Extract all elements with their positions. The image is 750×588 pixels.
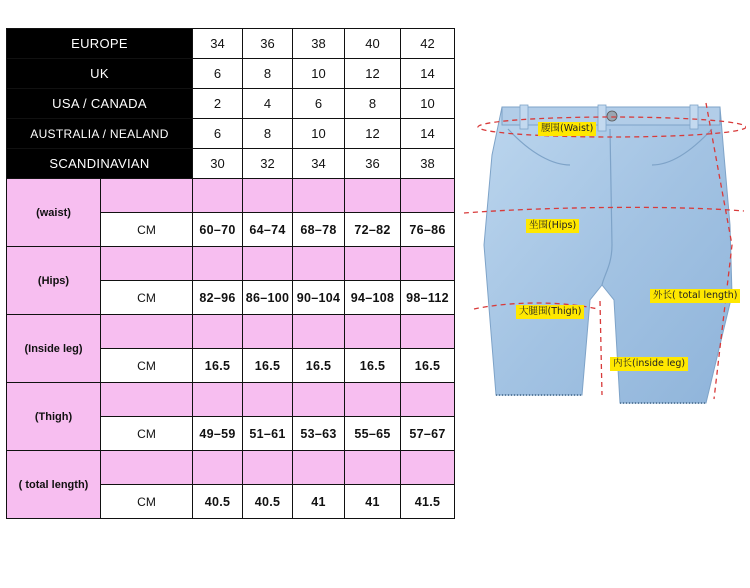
pink-cell (345, 451, 401, 485)
measurement-row-top (7, 315, 455, 349)
pink-cell (101, 247, 193, 281)
pink-cell (401, 179, 455, 213)
pink-cell (293, 383, 345, 417)
size-value: 34 (293, 149, 345, 179)
region-label: AUSTRALIA / NEALAND (7, 119, 193, 149)
pink-cell (401, 451, 455, 485)
unit-label: CM (101, 417, 193, 451)
size-value: 42 (401, 29, 455, 59)
size-value: 30 (193, 149, 243, 179)
header-row (7, 149, 455, 179)
size-value: 8 (345, 89, 401, 119)
measurement-label: (Inside leg) (7, 315, 101, 383)
measurement-value: 86–100 (243, 281, 293, 315)
measurement-row-top (7, 383, 455, 417)
region-label: SCANDINAVIAN (7, 149, 193, 179)
size-value: 36 (243, 29, 293, 59)
size-value: 6 (193, 59, 243, 89)
measurement-row-top (7, 179, 455, 213)
measurement-label: (waist) (7, 179, 101, 247)
hips-label: 坐围(Hips) (526, 219, 579, 233)
measurement-value: 64–74 (243, 213, 293, 247)
jeans-shorts-diagram (462, 95, 746, 415)
region-label: USA / CANADA (7, 89, 193, 119)
measurement-value: 16.5 (293, 349, 345, 383)
size-chart-table (6, 28, 455, 519)
measurement-value: 16.5 (345, 349, 401, 383)
measurement-value: 41 (345, 485, 401, 519)
measurement-value: 57–67 (401, 417, 455, 451)
unit-label: CM (101, 349, 193, 383)
measurement-row-top (7, 247, 455, 281)
measurement-value: 60–70 (193, 213, 243, 247)
size-value: 2 (193, 89, 243, 119)
region-label: UK (7, 59, 193, 89)
measurement-value: 41 (293, 485, 345, 519)
measurement-value: 40.5 (243, 485, 293, 519)
size-value: 38 (401, 149, 455, 179)
thigh-label: 大腿围(Thigh) (516, 305, 584, 319)
pink-cell (193, 179, 243, 213)
size-value: 32 (243, 149, 293, 179)
pink-cell (193, 247, 243, 281)
size-value: 6 (193, 119, 243, 149)
measurement-value: 16.5 (401, 349, 455, 383)
header-row (7, 59, 455, 89)
measurement-value: 72–82 (345, 213, 401, 247)
pink-cell (345, 179, 401, 213)
unit-label: CM (101, 213, 193, 247)
inside-leg-label: 内长(inside leg) (610, 357, 688, 371)
measurement-value: 82–96 (193, 281, 243, 315)
region-label: EUROPE (7, 29, 193, 59)
pink-cell (101, 451, 193, 485)
size-value: 12 (345, 59, 401, 89)
size-value: 14 (401, 59, 455, 89)
size-value: 8 (243, 59, 293, 89)
pink-cell (401, 315, 455, 349)
size-value: 14 (401, 119, 455, 149)
measurement-value: 41.5 (401, 485, 455, 519)
size-value: 38 (293, 29, 345, 59)
unit-label: CM (101, 281, 193, 315)
measurement-value: 90–104 (293, 281, 345, 315)
pink-cell (293, 247, 345, 281)
size-value: 12 (345, 119, 401, 149)
pink-cell (101, 383, 193, 417)
pink-cell (401, 383, 455, 417)
header-row (7, 119, 455, 149)
size-value: 34 (193, 29, 243, 59)
measurement-value: 94–108 (345, 281, 401, 315)
measurement-label: (Hips) (7, 247, 101, 315)
pink-cell (345, 383, 401, 417)
total-length-label: 外长( total length) (650, 289, 740, 303)
pink-cell (243, 247, 293, 281)
measurement-value: 53–63 (293, 417, 345, 451)
pink-cell (293, 179, 345, 213)
size-value: 10 (293, 59, 345, 89)
measurement-value: 51–61 (243, 417, 293, 451)
pink-cell (243, 315, 293, 349)
size-value: 8 (243, 119, 293, 149)
pink-cell (401, 247, 455, 281)
measurement-value: 16.5 (193, 349, 243, 383)
measurement-value: 16.5 (243, 349, 293, 383)
measurement-value: 40.5 (193, 485, 243, 519)
size-value: 10 (401, 89, 455, 119)
pink-cell (243, 383, 293, 417)
size-value: 40 (345, 29, 401, 59)
pink-cell (101, 179, 193, 213)
pink-cell (293, 451, 345, 485)
size-value: 10 (293, 119, 345, 149)
measurement-label: (Thigh) (7, 383, 101, 451)
measurement-value: 76–86 (401, 213, 455, 247)
header-row (7, 29, 455, 59)
size-value: 4 (243, 89, 293, 119)
pink-cell (193, 315, 243, 349)
measurement-value: 68–78 (293, 213, 345, 247)
size-value: 36 (345, 149, 401, 179)
pink-cell (293, 315, 345, 349)
waist-label: 腰围(Waist) (538, 122, 596, 136)
pink-cell (345, 315, 401, 349)
measurement-value: 49–59 (193, 417, 243, 451)
pink-cell (243, 179, 293, 213)
size-value: 6 (293, 89, 345, 119)
pink-cell (101, 315, 193, 349)
measurement-value: 55–65 (345, 417, 401, 451)
pink-cell (193, 451, 243, 485)
pink-cell (193, 383, 243, 417)
measurement-value: 98–112 (401, 281, 455, 315)
pink-cell (345, 247, 401, 281)
measurement-label: ( total length) (7, 451, 101, 519)
jeans-shorts-image (462, 95, 746, 415)
unit-label: CM (101, 485, 193, 519)
pink-cell (243, 451, 293, 485)
measurement-row-top (7, 451, 455, 485)
header-row (7, 89, 455, 119)
